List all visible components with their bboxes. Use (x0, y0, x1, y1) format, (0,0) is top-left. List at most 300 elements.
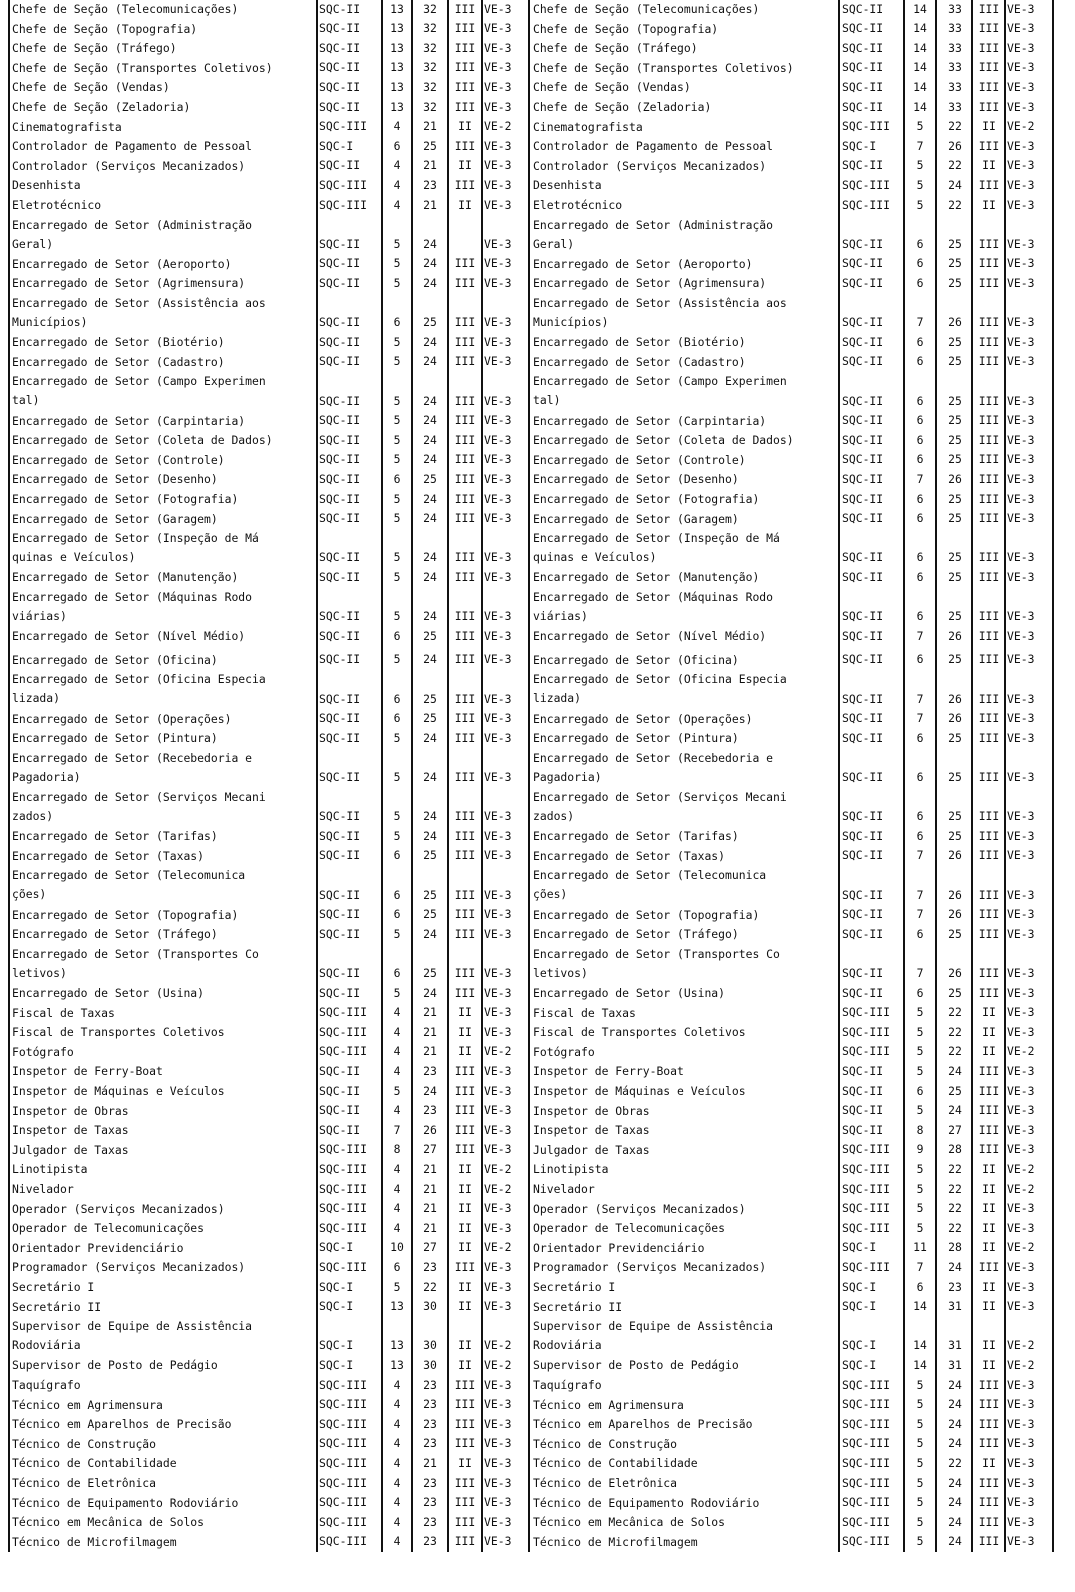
title-line: Chefe de Seção (Transportes Coletivos) (12, 60, 273, 75)
cell-value: 32 (423, 79, 437, 94)
current-position-title (12, 710, 315, 730)
cell-value: 5 (393, 926, 401, 941)
current-position-title (12, 216, 315, 255)
quadro-cell (842, 1435, 902, 1455)
cell-value: 22 (948, 1455, 962, 1470)
quadro-cell (842, 529, 902, 568)
quadro-cell (842, 1396, 902, 1416)
cell-value: SQC-III (319, 1259, 368, 1274)
cell-value: 22 (948, 1201, 962, 1216)
ve-cell (1007, 196, 1053, 216)
title-line: Encarregado de Setor (Assistência aos (12, 296, 266, 310)
class-cell (974, 1435, 1004, 1455)
title-line: Chefe de Seção (Zeladoria) (12, 100, 191, 114)
cell-value: 6 (916, 354, 924, 369)
level-cell (414, 118, 446, 138)
title-line: Secretário I (12, 1280, 95, 1294)
reference-cell (384, 510, 410, 530)
class-cell (450, 294, 480, 333)
class-cell (974, 510, 1004, 530)
cell-value: II (982, 1455, 996, 1470)
level-cell (938, 749, 972, 788)
ve-cell (484, 529, 526, 568)
cell-value: 6 (916, 256, 924, 271)
cell-value: 6 (916, 926, 924, 941)
ve-cell (484, 59, 526, 79)
new-position-title (533, 294, 838, 333)
cell-value: VE-3 (1007, 1377, 1035, 1392)
cell-value: 25 (948, 275, 962, 290)
cell-value: 33 (948, 60, 962, 75)
ve-cell (484, 196, 526, 216)
title-line: Técnico de Contabilidade (533, 1456, 698, 1471)
cell-value: VE-3 (1007, 550, 1035, 565)
title-line: ções) (12, 887, 47, 902)
quadro-cell (842, 1023, 902, 1043)
ve-cell (484, 1180, 526, 1200)
current-position-title (12, 1004, 315, 1024)
class-cell (450, 451, 480, 471)
ve-cell (484, 827, 526, 847)
title-line: Encarregado de Setor (Fotografia) (12, 492, 239, 506)
ve-cell (1007, 1396, 1053, 1416)
level-cell (414, 1356, 446, 1376)
level-cell (414, 333, 446, 353)
cell-value: II (458, 197, 472, 212)
current-position-title (12, 510, 315, 530)
title-line: Técnico de Microfilmagem (12, 1534, 177, 1549)
level-cell (938, 412, 972, 432)
reference-cell (384, 1396, 410, 1416)
cell-value: SQC-III (319, 1436, 368, 1451)
cell-value: SQC-II (319, 1103, 361, 1118)
cell-value: 4 (393, 1416, 401, 1431)
table-row (0, 1082, 1075, 1102)
quadro-cell (842, 1062, 902, 1082)
reference-cell (384, 1141, 410, 1161)
reference-cell (384, 1533, 410, 1553)
cell-value: SQC-III (842, 1416, 891, 1431)
reference-cell (906, 294, 934, 333)
new-position-title (533, 255, 838, 275)
current-position-title (12, 1317, 315, 1356)
cell-value: SQC-II (842, 711, 884, 726)
ve-cell (1007, 39, 1053, 59)
current-position-title (12, 1533, 315, 1553)
quadro-cell (842, 1415, 902, 1435)
title-line: Inspetor de Taxas (12, 1123, 129, 1138)
title-line: Operador (Serviços Mecanizados) (533, 1201, 746, 1216)
cell-value: 6 (916, 569, 924, 584)
reference-cell (906, 1258, 934, 1278)
cell-value: SQC-II (319, 471, 361, 486)
cell-value: VE-3 (1007, 60, 1035, 75)
cell-value: 25 (948, 652, 962, 667)
cell-value: 24 (948, 1397, 962, 1412)
cell-value: VE-3 (1007, 1024, 1035, 1039)
cell-value: SQC-III (842, 1181, 891, 1196)
cell-value: II (982, 1201, 996, 1216)
table-row (0, 255, 1075, 275)
reference-cell (906, 353, 934, 373)
level-cell (938, 470, 972, 490)
current-position-title (12, 1396, 315, 1416)
ve-cell (484, 451, 526, 471)
current-position-title (12, 984, 315, 1004)
cell-value: VE-2 (484, 1044, 512, 1059)
title-line: Encarregado de Setor (Garagem) (533, 511, 739, 526)
reference-cell (384, 1121, 410, 1141)
cell-value: SQC-II (842, 21, 884, 36)
level-cell (938, 1474, 972, 1494)
level-cell (938, 157, 972, 177)
cell-value: 24 (423, 985, 437, 1000)
reference-cell (384, 0, 410, 20)
reference-cell (906, 1474, 934, 1494)
cell-value: SQC-III (842, 1436, 891, 1451)
quadro-cell (319, 490, 379, 510)
class-cell (450, 729, 480, 749)
new-position-title (533, 1102, 838, 1122)
new-position-title (533, 1023, 838, 1043)
table-row (0, 118, 1075, 138)
class-cell (450, 945, 480, 984)
title-line: Fiscal de Transportes Coletivos (533, 1025, 746, 1040)
cell-value: II (458, 1005, 472, 1020)
quadro-cell (319, 866, 379, 905)
current-position-title (12, 729, 315, 749)
title-line: Inspetor de Máquinas e Veículos (12, 1084, 225, 1098)
level-cell (938, 568, 972, 588)
quadro-cell (319, 157, 379, 177)
cell-value: III (454, 393, 476, 408)
class-cell (450, 1062, 480, 1082)
cell-value: 5 (916, 1377, 924, 1392)
cell-value: 5 (916, 1220, 924, 1235)
cell-value: VE-3 (1007, 628, 1035, 643)
reference-cell (906, 1219, 934, 1239)
cell-value: 30 (423, 1338, 437, 1353)
title-line: Supervisor de Equipe de Assistência (533, 1319, 774, 1334)
reference-cell (384, 1043, 410, 1063)
current-position-title (12, 1435, 315, 1455)
cell-value: VE-3 (1007, 1063, 1035, 1078)
class-cell (974, 906, 1004, 926)
reference-cell (906, 651, 934, 671)
reference-cell (384, 118, 410, 138)
class-cell (974, 749, 1004, 788)
cell-value: III (978, 965, 1000, 980)
cell-value: 6 (393, 965, 401, 980)
cell-value: II (982, 1044, 996, 1059)
cell-value: 5 (916, 1181, 924, 1196)
cell-value: II (458, 1240, 472, 1255)
cell-value: 14 (913, 1357, 927, 1372)
class-cell (974, 627, 1004, 647)
ve-cell (484, 847, 526, 867)
cell-value: VE-3 (484, 1475, 512, 1490)
ve-cell (484, 729, 526, 749)
title-line: Nivelador (533, 1182, 595, 1196)
level-cell (938, 0, 972, 20)
level-cell (938, 670, 972, 709)
cell-value: VE-3 (484, 1534, 512, 1549)
title-line: Fotógrafo (12, 1044, 74, 1059)
reference-cell (384, 431, 410, 451)
class-cell (450, 1415, 480, 1435)
title-line: Rodoviária (12, 1338, 81, 1353)
table-row (0, 137, 1075, 157)
cell-value: SQC-III (319, 177, 368, 192)
new-position-title (533, 1474, 838, 1494)
title-line: Controlador (Serviços Mecanizados) (533, 158, 767, 173)
cell-value: III (978, 1377, 1000, 1392)
cell-value: VE-2 (484, 1181, 512, 1196)
class-cell (450, 788, 480, 827)
title-line: Encarregado de Setor (Oficina Especia (533, 672, 787, 687)
cell-value: SQC-II (319, 769, 361, 784)
level-cell (938, 1023, 972, 1043)
class-cell (974, 157, 1004, 177)
class-cell (974, 137, 1004, 157)
new-position-title (533, 431, 838, 451)
class-cell (450, 157, 480, 177)
class-cell (974, 1258, 1004, 1278)
cell-value: 7 (916, 628, 924, 643)
ve-cell (484, 945, 526, 984)
cell-value: III (978, 691, 1000, 706)
new-position-title (533, 137, 838, 157)
cell-value: 28 (948, 1142, 962, 1157)
reference-cell (906, 588, 934, 627)
quadro-cell (319, 925, 379, 945)
ve-cell (484, 294, 526, 333)
quadro-cell (319, 1376, 379, 1396)
cell-value: 21 (423, 1201, 437, 1216)
quadro-cell (842, 216, 902, 255)
cell-value: 6 (916, 985, 924, 1000)
cell-value: 4 (393, 1397, 401, 1412)
ve-cell (1007, 588, 1053, 627)
cell-value: 4 (393, 119, 401, 134)
level-cell (938, 1396, 972, 1416)
class-cell (974, 78, 1004, 98)
table-row (0, 216, 1075, 255)
cell-value: 5 (916, 1416, 924, 1431)
cell-value: 28 (948, 1240, 962, 1255)
title-line: Encarregado de Setor (Taxas) (12, 848, 205, 863)
class-cell (974, 333, 1004, 353)
cell-value: 24 (423, 393, 437, 408)
title-line: Técnico em Mecânica de Solos (12, 1515, 205, 1530)
title-line: Encarregado de Setor (Desenho) (533, 472, 739, 487)
quadro-cell (319, 1160, 379, 1180)
class-cell (974, 176, 1004, 196)
class-cell (974, 216, 1004, 255)
cell-value: 26 (948, 138, 962, 153)
table-row (0, 1023, 1075, 1043)
ve-cell (1007, 1494, 1053, 1514)
cell-value: VE-3 (484, 511, 512, 526)
level-cell (414, 1082, 446, 1102)
cell-value: III (978, 652, 1000, 667)
cell-value: SQC-II (319, 691, 361, 706)
level-cell (414, 1474, 446, 1494)
current-position-title (12, 1180, 315, 1200)
cell-value: VE-2 (1007, 1357, 1035, 1372)
cell-value: 5 (393, 809, 401, 824)
cell-value: VE-3 (1007, 730, 1035, 745)
quadro-cell (319, 568, 379, 588)
quadro-cell (319, 1239, 379, 1259)
level-cell (938, 196, 972, 216)
cell-value: SQC-II (319, 550, 361, 565)
title-line: Julgador de Taxas (12, 1142, 129, 1157)
table-row (0, 39, 1075, 59)
cell-value: 21 (423, 1161, 437, 1176)
cell-value: III (454, 887, 476, 902)
reference-cell (384, 1376, 410, 1396)
class-cell (974, 945, 1004, 984)
cell-value: III (454, 1377, 476, 1392)
cell-value: SQC-II (319, 491, 361, 506)
column-rule (838, 0, 840, 1552)
reference-cell (384, 196, 410, 216)
cell-value: II (982, 1220, 996, 1235)
quadro-cell (842, 353, 902, 373)
cell-value: 6 (393, 711, 401, 726)
cell-value: VE-3 (484, 887, 512, 902)
quadro-cell (842, 1219, 902, 1239)
title-line: Nivelador (12, 1182, 74, 1196)
title-line: Encarregado de Setor (Usina) (12, 986, 205, 1000)
level-cell (938, 1533, 972, 1553)
cell-value: 5 (916, 1024, 924, 1039)
cell-value: 33 (948, 21, 962, 36)
title-line: Chefe de Seção (Transportes Coletivos) (533, 60, 794, 75)
cell-value: 5 (916, 1495, 924, 1510)
ve-cell (1007, 788, 1053, 827)
cell-value: III (454, 275, 476, 290)
cell-value: SQC-II (842, 1063, 884, 1078)
class-cell (974, 1160, 1004, 1180)
cell-value: VE-3 (1007, 1005, 1035, 1020)
title-line: Desenhista (12, 178, 81, 193)
title-line: Encarregado de Setor (Operações) (12, 711, 232, 726)
cell-value: III (454, 609, 476, 624)
title-line: Encarregado de Setor (Aeroporto) (12, 256, 232, 271)
level-cell (938, 1415, 972, 1435)
ve-cell (484, 1062, 526, 1082)
reference-cell (384, 1200, 410, 1220)
cell-value: 24 (948, 1103, 962, 1118)
ve-cell (484, 568, 526, 588)
current-position-title (12, 98, 315, 118)
cell-value: SQC-II (842, 315, 884, 330)
table-row (0, 1356, 1075, 1376)
ve-cell (1007, 729, 1053, 749)
class-cell (974, 470, 1004, 490)
reference-cell (906, 670, 934, 709)
cell-value: VE-3 (1007, 413, 1035, 428)
level-cell (414, 216, 446, 255)
cell-value: 5 (916, 119, 924, 134)
title-line: quinas e Veículos) (12, 550, 136, 565)
class-cell (450, 216, 480, 255)
cell-value: 24 (948, 1534, 962, 1549)
title-line: Taquígrafo (12, 1378, 81, 1392)
quadro-cell (319, 274, 379, 294)
ve-cell (1007, 1415, 1053, 1435)
title-line: Controlador (Serviços Mecanizados) (12, 158, 246, 173)
table-row (0, 749, 1075, 788)
level-cell (414, 1141, 446, 1161)
cell-value: SQC-II (842, 848, 884, 863)
cell-value: II (982, 158, 996, 173)
cell-value: VE-3 (1007, 691, 1035, 706)
new-position-title (533, 353, 838, 373)
cell-value: III (454, 985, 476, 1000)
cell-value: 6 (393, 887, 401, 902)
title-line: Encarregado de Setor (Agrimensura) (12, 276, 246, 291)
title-line: Programador (Serviços Mecanizados) (533, 1260, 767, 1275)
cell-value: SQC-II (842, 828, 884, 843)
title-line: Rodoviária (533, 1338, 602, 1353)
level-cell (414, 1454, 446, 1474)
current-position-title (12, 294, 315, 333)
title-line: ções) (533, 887, 568, 902)
ve-cell (484, 1396, 526, 1416)
class-cell (974, 1180, 1004, 1200)
cell-value: VE-3 (1007, 1220, 1035, 1235)
quadro-cell (842, 20, 902, 40)
class-cell (450, 490, 480, 510)
cell-value: 5 (393, 828, 401, 843)
cell-value: SQC-III (319, 1024, 368, 1039)
title-line: Encarregado de Setor (Transportes Co (533, 946, 780, 961)
cell-value: 6 (916, 393, 924, 408)
title-line: Supervisor de Equipe de Assistência (12, 1319, 253, 1334)
cell-value: SQC-III (842, 1495, 891, 1510)
new-position-title (533, 1258, 838, 1278)
level-cell (938, 1317, 972, 1356)
cell-value: VE-3 (1007, 1201, 1035, 1216)
class-cell (450, 1454, 480, 1474)
cell-value: III (978, 1495, 1000, 1510)
quadro-cell (842, 729, 902, 749)
level-cell (938, 1121, 972, 1141)
table-row (0, 451, 1075, 471)
cell-value: 6 (916, 236, 924, 251)
ve-cell (484, 1533, 526, 1553)
quadro-cell (842, 1082, 902, 1102)
table-row (0, 412, 1075, 432)
ve-cell (1007, 1356, 1053, 1376)
title-line: Técnico de Eletrônica (533, 1476, 678, 1490)
cell-value: SQC-II (319, 511, 361, 526)
cell-value: VE-3 (1007, 1397, 1035, 1412)
ve-cell (484, 412, 526, 432)
reference-cell (384, 1435, 410, 1455)
level-cell (414, 588, 446, 627)
current-position-title (12, 1474, 315, 1494)
class-cell (974, 1082, 1004, 1102)
reference-cell (384, 1062, 410, 1082)
title-line: Julgador de Taxas (533, 1142, 650, 1157)
quadro-cell (319, 729, 379, 749)
quadro-cell (319, 1317, 379, 1356)
cell-value: 5 (393, 236, 401, 251)
